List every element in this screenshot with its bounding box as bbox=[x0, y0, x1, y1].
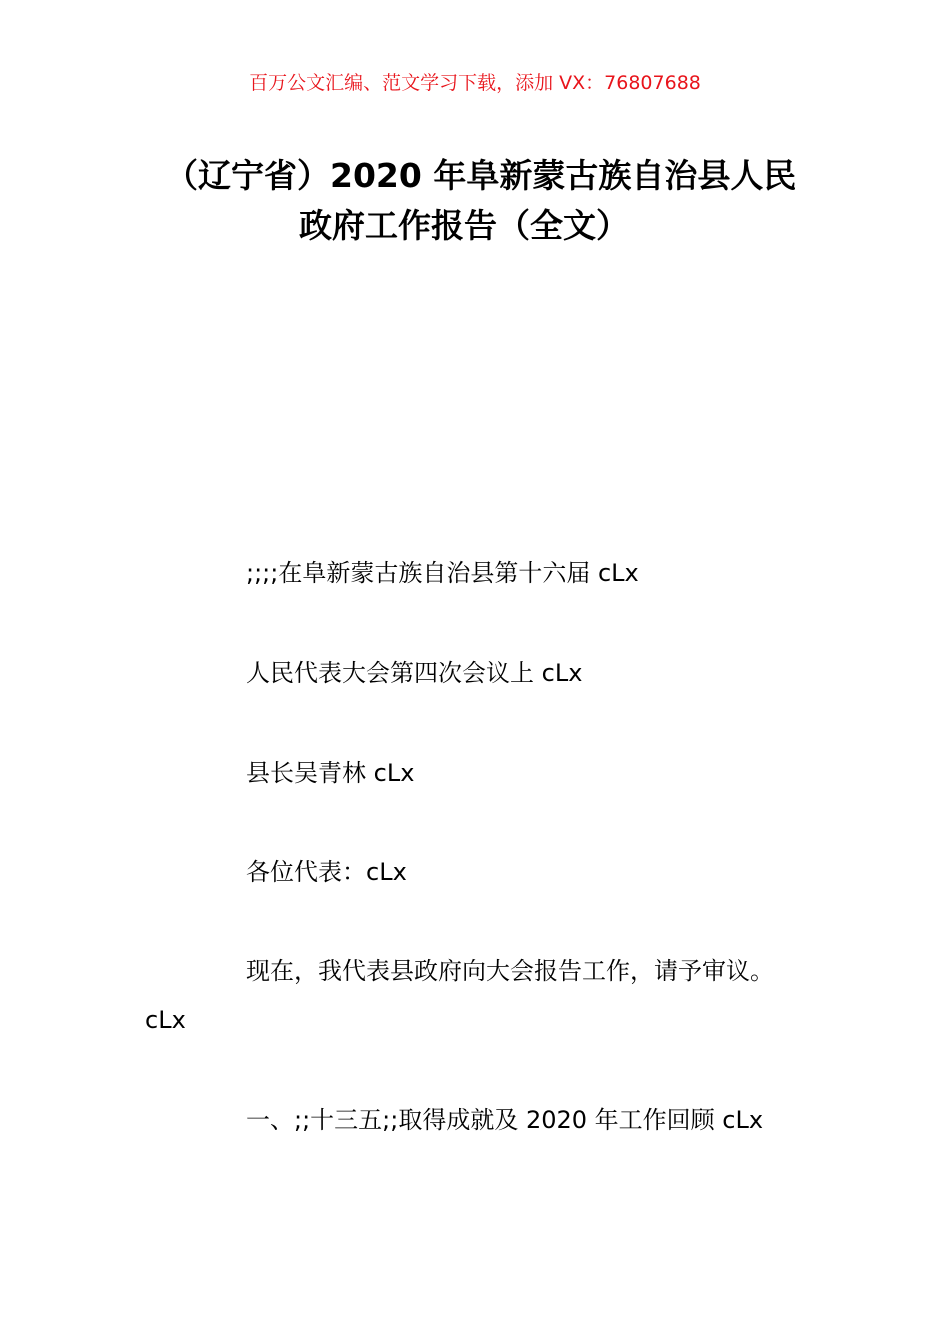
body-paragraph: 人民代表大会第四次会议上 cLx bbox=[246, 659, 583, 687]
document-title-line-2: 政府工作报告（全文） bbox=[299, 206, 629, 245]
section-heading: 一、;;十三五;;取得成就及 2020 年工作回顾 cLx bbox=[246, 1106, 764, 1134]
body-paragraph: 县长吴青林 cLx bbox=[246, 759, 415, 787]
header-promo-note: 百万公文汇编、范文学习下载，添加 VX：76807688 bbox=[249, 72, 701, 94]
document-title-line-1: （辽宁省）2020 年阜新蒙古族自治县人民 bbox=[165, 156, 797, 195]
body-paragraph: 现在，我代表县政府向大会报告工作，请予审议。 bbox=[246, 957, 774, 985]
body-paragraph: 各位代表：cLx bbox=[246, 858, 407, 886]
body-paragraph: ;;;;在阜新蒙古族自治县第十六届 cLx bbox=[246, 559, 639, 587]
body-paragraph-continuation: cLx bbox=[145, 1006, 186, 1034]
